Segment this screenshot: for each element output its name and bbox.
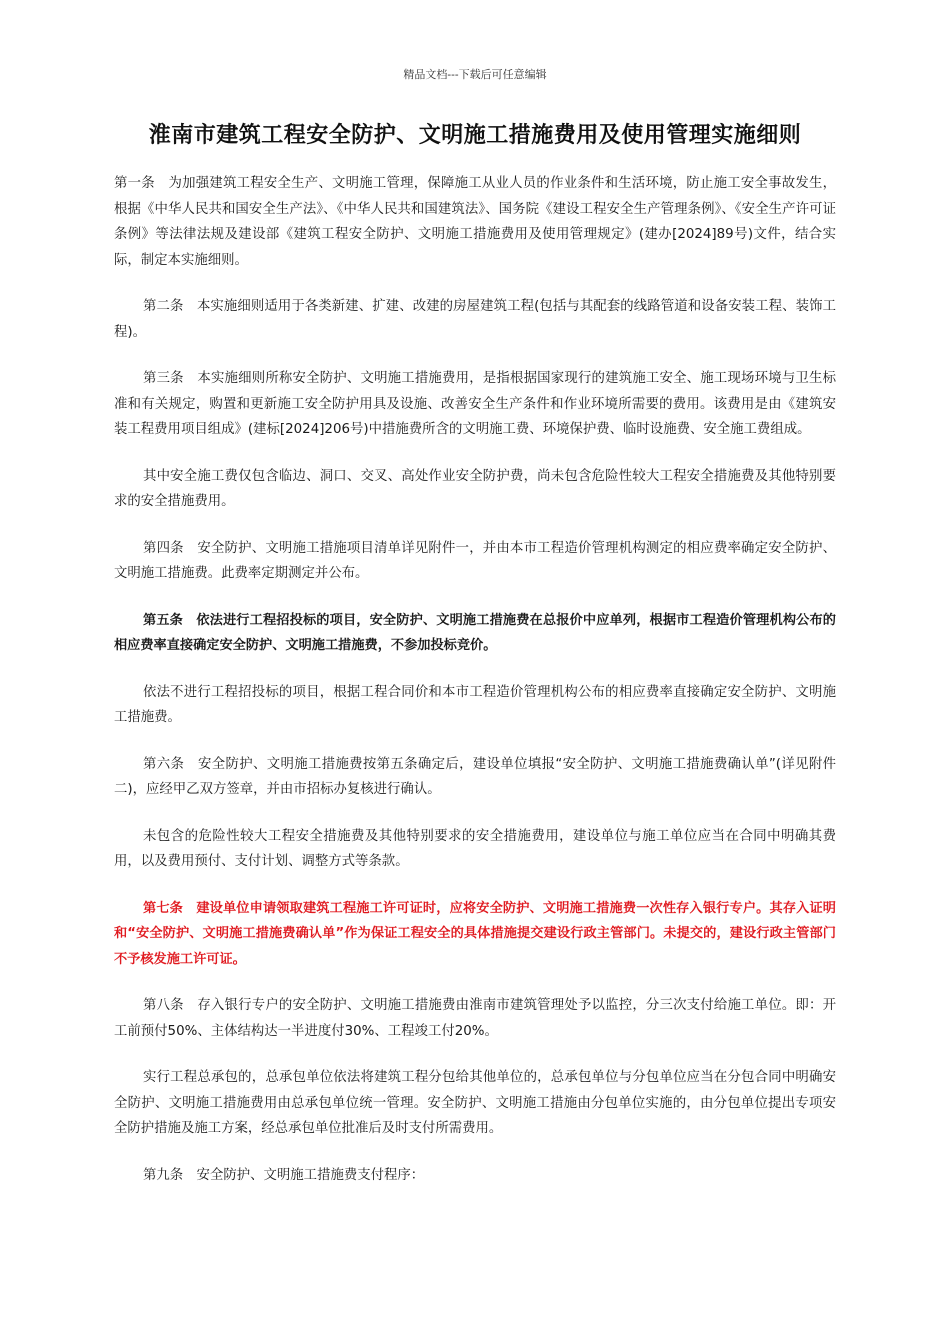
header-note: 精品文档---下载后可任意编辑: [403, 68, 547, 81]
article-2-paragraph: 第二条 本实施细则适用于各类新建、扩建、改建的房屋建筑工程(包括与其配套的线路管道和设备安装工程、装饰工程)。: [114, 299, 836, 340]
article-8-continuation-paragraph: 实行工程总承包的，总承包单位依法将建筑工程分包给其他单位的，总承包单位与分包单位应当在分包合同中明确安全防护、文明施工措施费用由总承包单位统一管理。安全防护、文明施工措施由分包单位实施的，由分包单位提出专项安全防护措施及施工方案，经总承包单位批准后及时支付所需费用。: [114, 1070, 836, 1136]
article-5-paragraph: 第五条 依法进行工程招投标的项目，安全防护、文明施工措施费在总报价中应单列，根据市工程造价管理机构公布的相应费率直接确定安全防护、文明施工措施费，不参加投标竞价。: [114, 612, 836, 653]
article-1-paragraph: 第一条 为加强建筑工程安全生产、文明施工管理，保障施工从业人员的作业条件和生活环境，防止施工安全事故发生，根据《中华人民共和国安全生产法》、《中华人民共和国建筑法》、国务院《建设工程安全生产管理条例》、《安全生产许可证条例》等法律法规及建设部《建筑工程安全防护、文明施工措施费用及使用管理规定》(建办[2024]89号)文件，结合实际，制定本实施细则。: [114, 176, 836, 268]
article-5-continuation-paragraph: 依法不进行工程招投标的项目，根据工程合同价和本市工程造价管理机构公布的相应费率直接确定安全防护、文明施工措施费。: [114, 684, 836, 725]
article-4-paragraph: 第四条 安全防护、文明施工措施项目清单详见附件一，并由本市工程造价管理机构测定的相应费率确定安全防护、文明施工措施费。此费率定期测定并公布。: [114, 540, 836, 581]
article-7-paragraph: 第七条 建设单位申请领取建筑工程施工许可证时，应将安全防护、文明施工措施费一次性存入银行专户。其存入证明和“安全防护、文明施工措施费确认单”作为保证工程安全的具体措施提交建设行政主管部门。未提交的，建设行政主管部门不予核发施工许可证。: [114, 900, 836, 967]
article-8-paragraph: 第八条 存入银行专户的安全防护、文明施工措施费由淮南市建筑管理处予以监控，分三次支付给施工单位。即：开工前预付50%、主体结构达一半进度付30%、工程竣工付20%。: [114, 998, 836, 1039]
article-3-continuation-paragraph: 其中安全施工费仅包含临边、洞口、交叉、高处作业安全防护费，尚未包含危险性较大工程安全措施费及其他特别要求的安全措施费用。: [114, 468, 836, 509]
article-9-paragraph: 第九条 安全防护、文明施工措施费支付程序：: [143, 1167, 425, 1183]
document-body: [114, 171, 836, 1209]
document-title: 淮南市建筑工程安全防护、文明施工措施费用及使用管理实施细则: [148, 123, 802, 148]
article-3-paragraph: 第三条 本实施细则所称安全防护、文明施工措施费用，是指根据国家现行的建筑施工安全、施工现场环境与卫生标准和有关规定，购置和更新施工安全防护用具及设施、改善安全生产条件和作业环境所需要的费用。该费用是由《建筑安装工程费用项目组成》(建标[2024]206号)中措施费所含的文明施工费、环境保护费、临时设施费、安全施工费组成。: [114, 371, 836, 437]
article-6-continuation-paragraph: 未包含的危险性较大工程安全措施费及其他特别要求的安全措施费用，建设单位与施工单位应当在合同中明确其费用，以及费用预付、支付计划、调整方式等条款。: [114, 828, 836, 869]
article-6-paragraph: 第六条 安全防护、文明施工措施费按第五条确定后，建设单位填报“安全防护、文明施工措施费确认单”(详见附件二)，应经甲乙双方签章，并由市招标办复核进行确认。: [114, 756, 836, 797]
